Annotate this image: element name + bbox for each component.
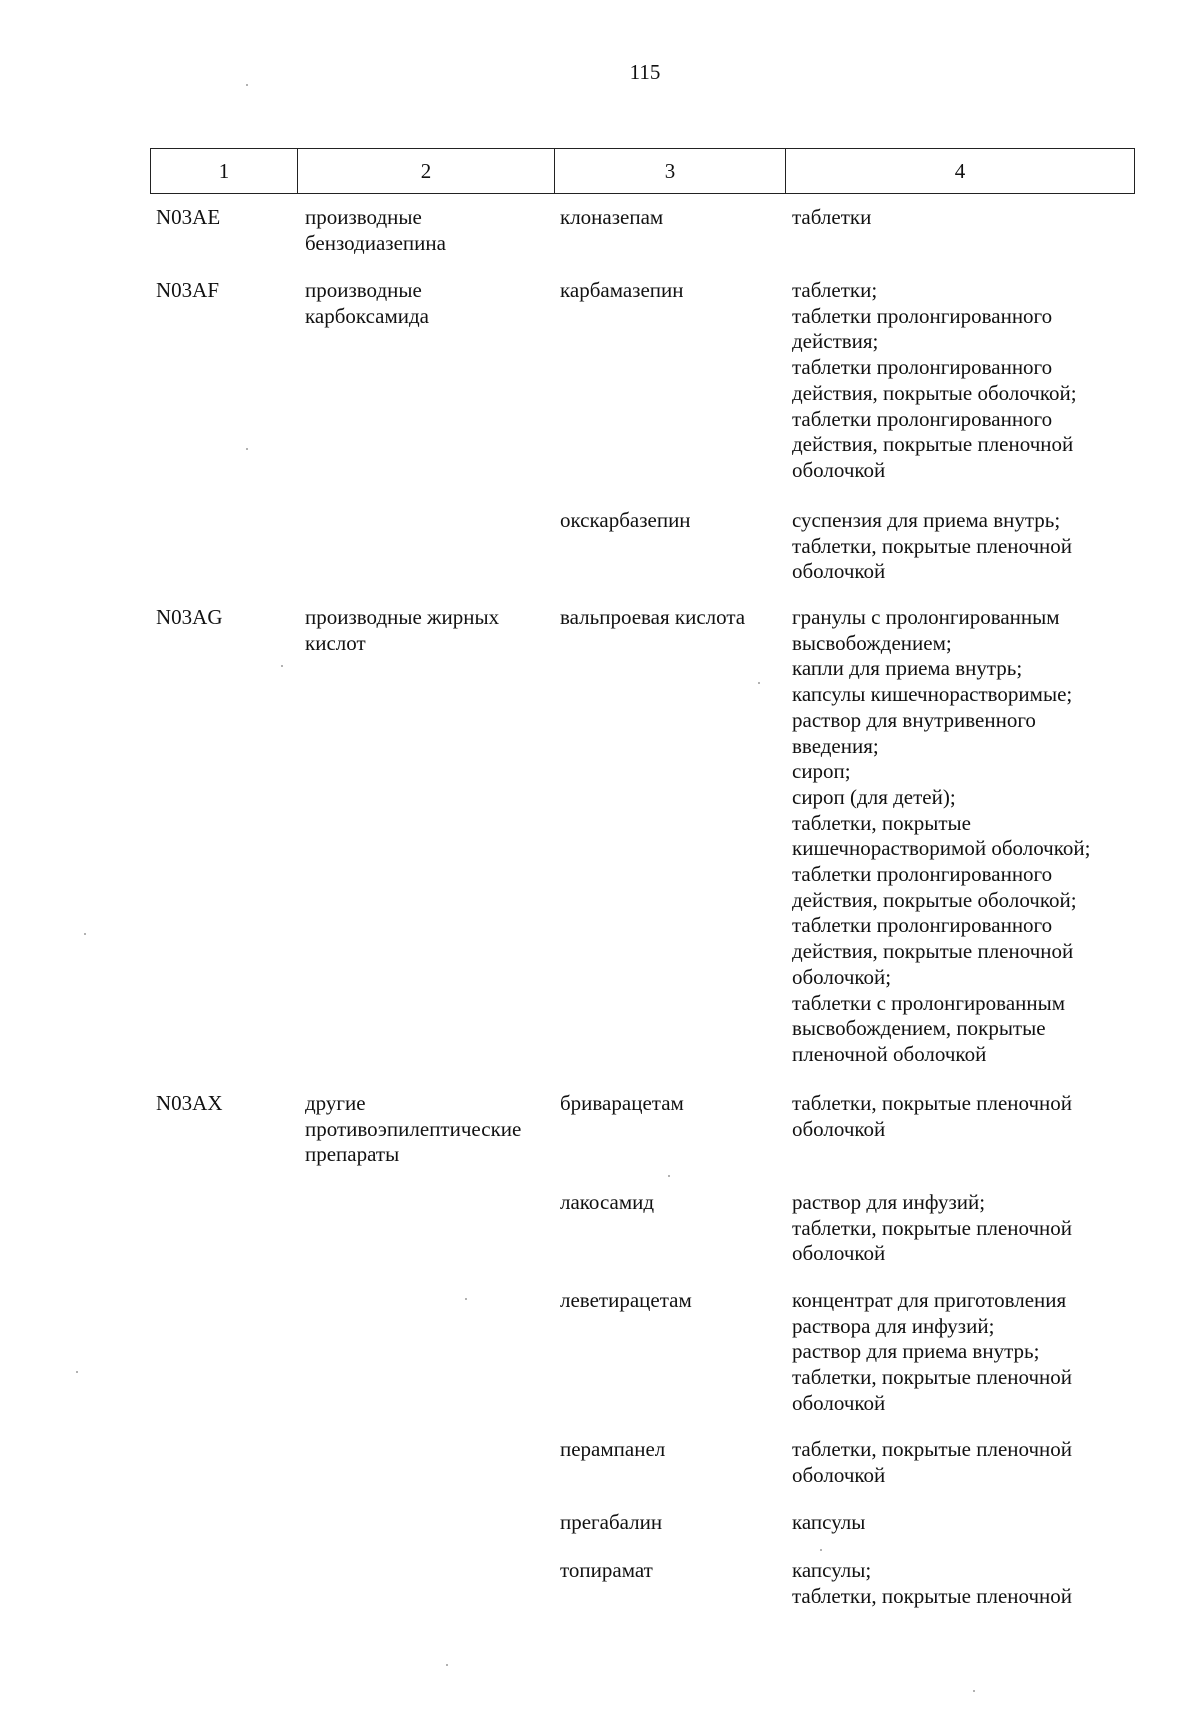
dosage-forms-line: высвобождением, покрытые — [792, 1016, 1046, 1041]
drug-name-cell — [560, 1190, 795, 1216]
drug-name-line: перампанел — [560, 1437, 666, 1461]
page-number: 115 — [629, 60, 661, 84]
pharmacological-group-line: производные — [305, 278, 422, 302]
pharmacological-group-line: препараты — [305, 1142, 400, 1167]
dosage-forms-line: действия; — [792, 329, 879, 354]
dosage-forms-line: действия, покрытые пленочной — [792, 939, 1074, 964]
pharmacological-group-cell — [305, 605, 555, 656]
dosage-forms-line: таблетки, покрытые пленочной — [792, 1091, 1073, 1115]
dosage-forms-line: таблетки пролонгированного — [792, 406, 1053, 431]
dosage-forms-line: таблетки пролонгированного — [792, 303, 1053, 328]
header-cell-3: 3 — [554, 149, 785, 193]
table-header — [150, 148, 1135, 194]
dosage-forms-cell — [792, 605, 1132, 1068]
drug-name-cell — [560, 1437, 795, 1463]
atc-code-line: N03AE — [156, 205, 221, 229]
dosage-forms-line: сироп (для детей); — [792, 784, 956, 809]
dosage-forms-line: таблетки, покрытые — [792, 810, 971, 835]
dosage-forms-cell — [792, 1190, 1132, 1267]
dosage-forms-line: сироп; — [792, 759, 851, 784]
scan-speck — [84, 933, 86, 935]
header-cell-2: 2 — [297, 149, 554, 193]
dosage-forms-line: кишечнорастворимой оболочкой; — [792, 836, 1091, 861]
dosage-forms-line: таблетки, покрытые пленочной — [792, 533, 1073, 558]
dosage-forms-cell — [792, 278, 1132, 484]
pharmacological-group-line: бензодиазепина — [305, 230, 446, 255]
scan-speck — [668, 1175, 670, 1177]
dosage-forms-line: оболочкой — [792, 559, 886, 584]
pharmacological-group-line: производные жирных — [305, 605, 500, 629]
dosage-forms-line: таблетки; — [792, 278, 878, 302]
pharmacological-group-line: карбоксамида — [305, 303, 430, 328]
dosage-forms-line: пленочной оболочкой — [792, 1041, 987, 1066]
dosage-forms-line: оболочкой — [792, 1241, 886, 1266]
dosage-forms-line: раствор для приема внутрь; — [792, 1339, 1040, 1364]
dosage-forms-line: таблетки — [792, 205, 872, 229]
drug-name-cell — [560, 1091, 795, 1117]
pharmacological-group-line: противоэпилептические — [305, 1116, 522, 1141]
dosage-forms-line: введения; — [792, 733, 879, 758]
dosage-forms-line: капсулы кишечнорастворимые; — [792, 682, 1073, 707]
drug-name-line: окскарбазепин — [560, 508, 691, 532]
drug-name-line: прегабалин — [560, 1510, 663, 1534]
scan-speck — [76, 1371, 78, 1373]
drug-name-cell — [560, 1510, 795, 1536]
dosage-forms-line: таблетки, покрытые пленочной — [792, 1583, 1073, 1608]
scan-speck — [820, 1549, 822, 1551]
drug-name-line: клоназепам — [560, 205, 664, 229]
dosage-forms-line: таблетки, покрытые пленочной — [792, 1437, 1073, 1461]
atc-code-line: N03AG — [156, 605, 223, 629]
pharmacological-group-line: кислот — [305, 630, 366, 655]
scan-speck — [246, 448, 248, 450]
dosage-forms-line: оболочкой — [792, 1116, 886, 1141]
dosage-forms-line: гранулы с пролонгированным — [792, 605, 1060, 629]
atc-code-cell — [156, 1091, 286, 1117]
drug-name-cell — [560, 1558, 795, 1584]
dosage-forms-line: таблетки, покрытые пленочной — [792, 1215, 1073, 1240]
atc-code-cell — [156, 278, 286, 304]
scan-speck — [758, 682, 760, 684]
pharmacological-group-cell — [305, 205, 555, 256]
pharmacological-group-line: производные — [305, 205, 422, 229]
dosage-forms-line: оболочкой — [792, 457, 886, 482]
atc-code-line: N03AX — [156, 1091, 223, 1115]
scan-speck — [465, 1298, 467, 1300]
dosage-forms-line: оболочкой; — [792, 964, 892, 989]
atc-code-cell — [156, 605, 286, 631]
dosage-forms-line: таблетки пролонгированного — [792, 862, 1053, 887]
dosage-forms-line: оболочкой — [792, 1390, 886, 1415]
drug-name-cell — [560, 1288, 795, 1314]
dosage-forms-cell — [792, 205, 1132, 231]
dosage-forms-line: действия, покрытые оболочкой; — [792, 887, 1077, 912]
drug-name-cell — [560, 508, 795, 534]
dosage-forms-cell — [792, 1091, 1132, 1142]
dosage-forms-cell — [792, 1288, 1132, 1417]
dosage-forms-line: таблетки пролонгированного — [792, 913, 1053, 938]
dosage-forms-line: концентрат для приготовления — [792, 1288, 1067, 1312]
drug-name-line: леветирацетам — [560, 1288, 692, 1312]
drug-name-cell — [560, 278, 795, 304]
dosage-forms-line: оболочкой — [792, 1462, 886, 1487]
drug-name-cell — [560, 605, 795, 631]
drug-name-line: бриварацетам — [560, 1091, 684, 1115]
atc-code-line: N03AF — [156, 278, 220, 302]
dosage-forms-line: действия, покрытые оболочкой; — [792, 380, 1077, 405]
drug-name-line: карбамазепин — [560, 278, 684, 302]
atc-code-cell — [156, 205, 286, 231]
dosage-forms-line: капсулы; — [792, 1558, 872, 1582]
dosage-forms-line: таблетки, покрытые пленочной — [792, 1365, 1073, 1390]
dosage-forms-cell — [792, 1437, 1132, 1488]
dosage-forms-line: капсулы — [792, 1510, 866, 1534]
scan-speck — [281, 665, 283, 667]
dosage-forms-line: раствор для внутривенного — [792, 707, 1036, 732]
header-cell-1: 1 — [218, 158, 230, 183]
drug-name-cell — [560, 205, 795, 231]
drug-name-line: топирамат — [560, 1558, 653, 1582]
pharmacological-group-cell — [305, 1091, 555, 1168]
dosage-forms-line: раствора для инфузий; — [792, 1313, 995, 1338]
pharmacological-group-cell — [305, 278, 555, 329]
dosage-forms-line: таблетки пролонгированного — [792, 355, 1053, 380]
drug-name-line: лакосамид — [560, 1190, 655, 1214]
dosage-forms-cell — [792, 1558, 1132, 1609]
dosage-forms-line: таблетки с пролонгированным — [792, 990, 1066, 1015]
dosage-forms-line: высвобождением; — [792, 630, 952, 655]
dosage-forms-line: действия, покрытые пленочной — [792, 432, 1074, 457]
dosage-forms-line: капли для приема внутрь; — [792, 656, 1023, 681]
scan-speck — [973, 1690, 975, 1692]
drug-name-line: вальпроевая кислота — [560, 605, 746, 629]
dosage-forms-cell — [792, 508, 1132, 585]
scan-speck — [446, 1664, 448, 1666]
dosage-forms-line: суспензия для приема внутрь; — [792, 508, 1061, 532]
pharmacological-group-line: другие — [305, 1091, 366, 1115]
scan-speck — [246, 84, 248, 86]
dosage-forms-line: раствор для инфузий; — [792, 1190, 986, 1214]
header-cell-4: 4 — [785, 149, 1134, 193]
dosage-forms-cell — [792, 1510, 1132, 1536]
